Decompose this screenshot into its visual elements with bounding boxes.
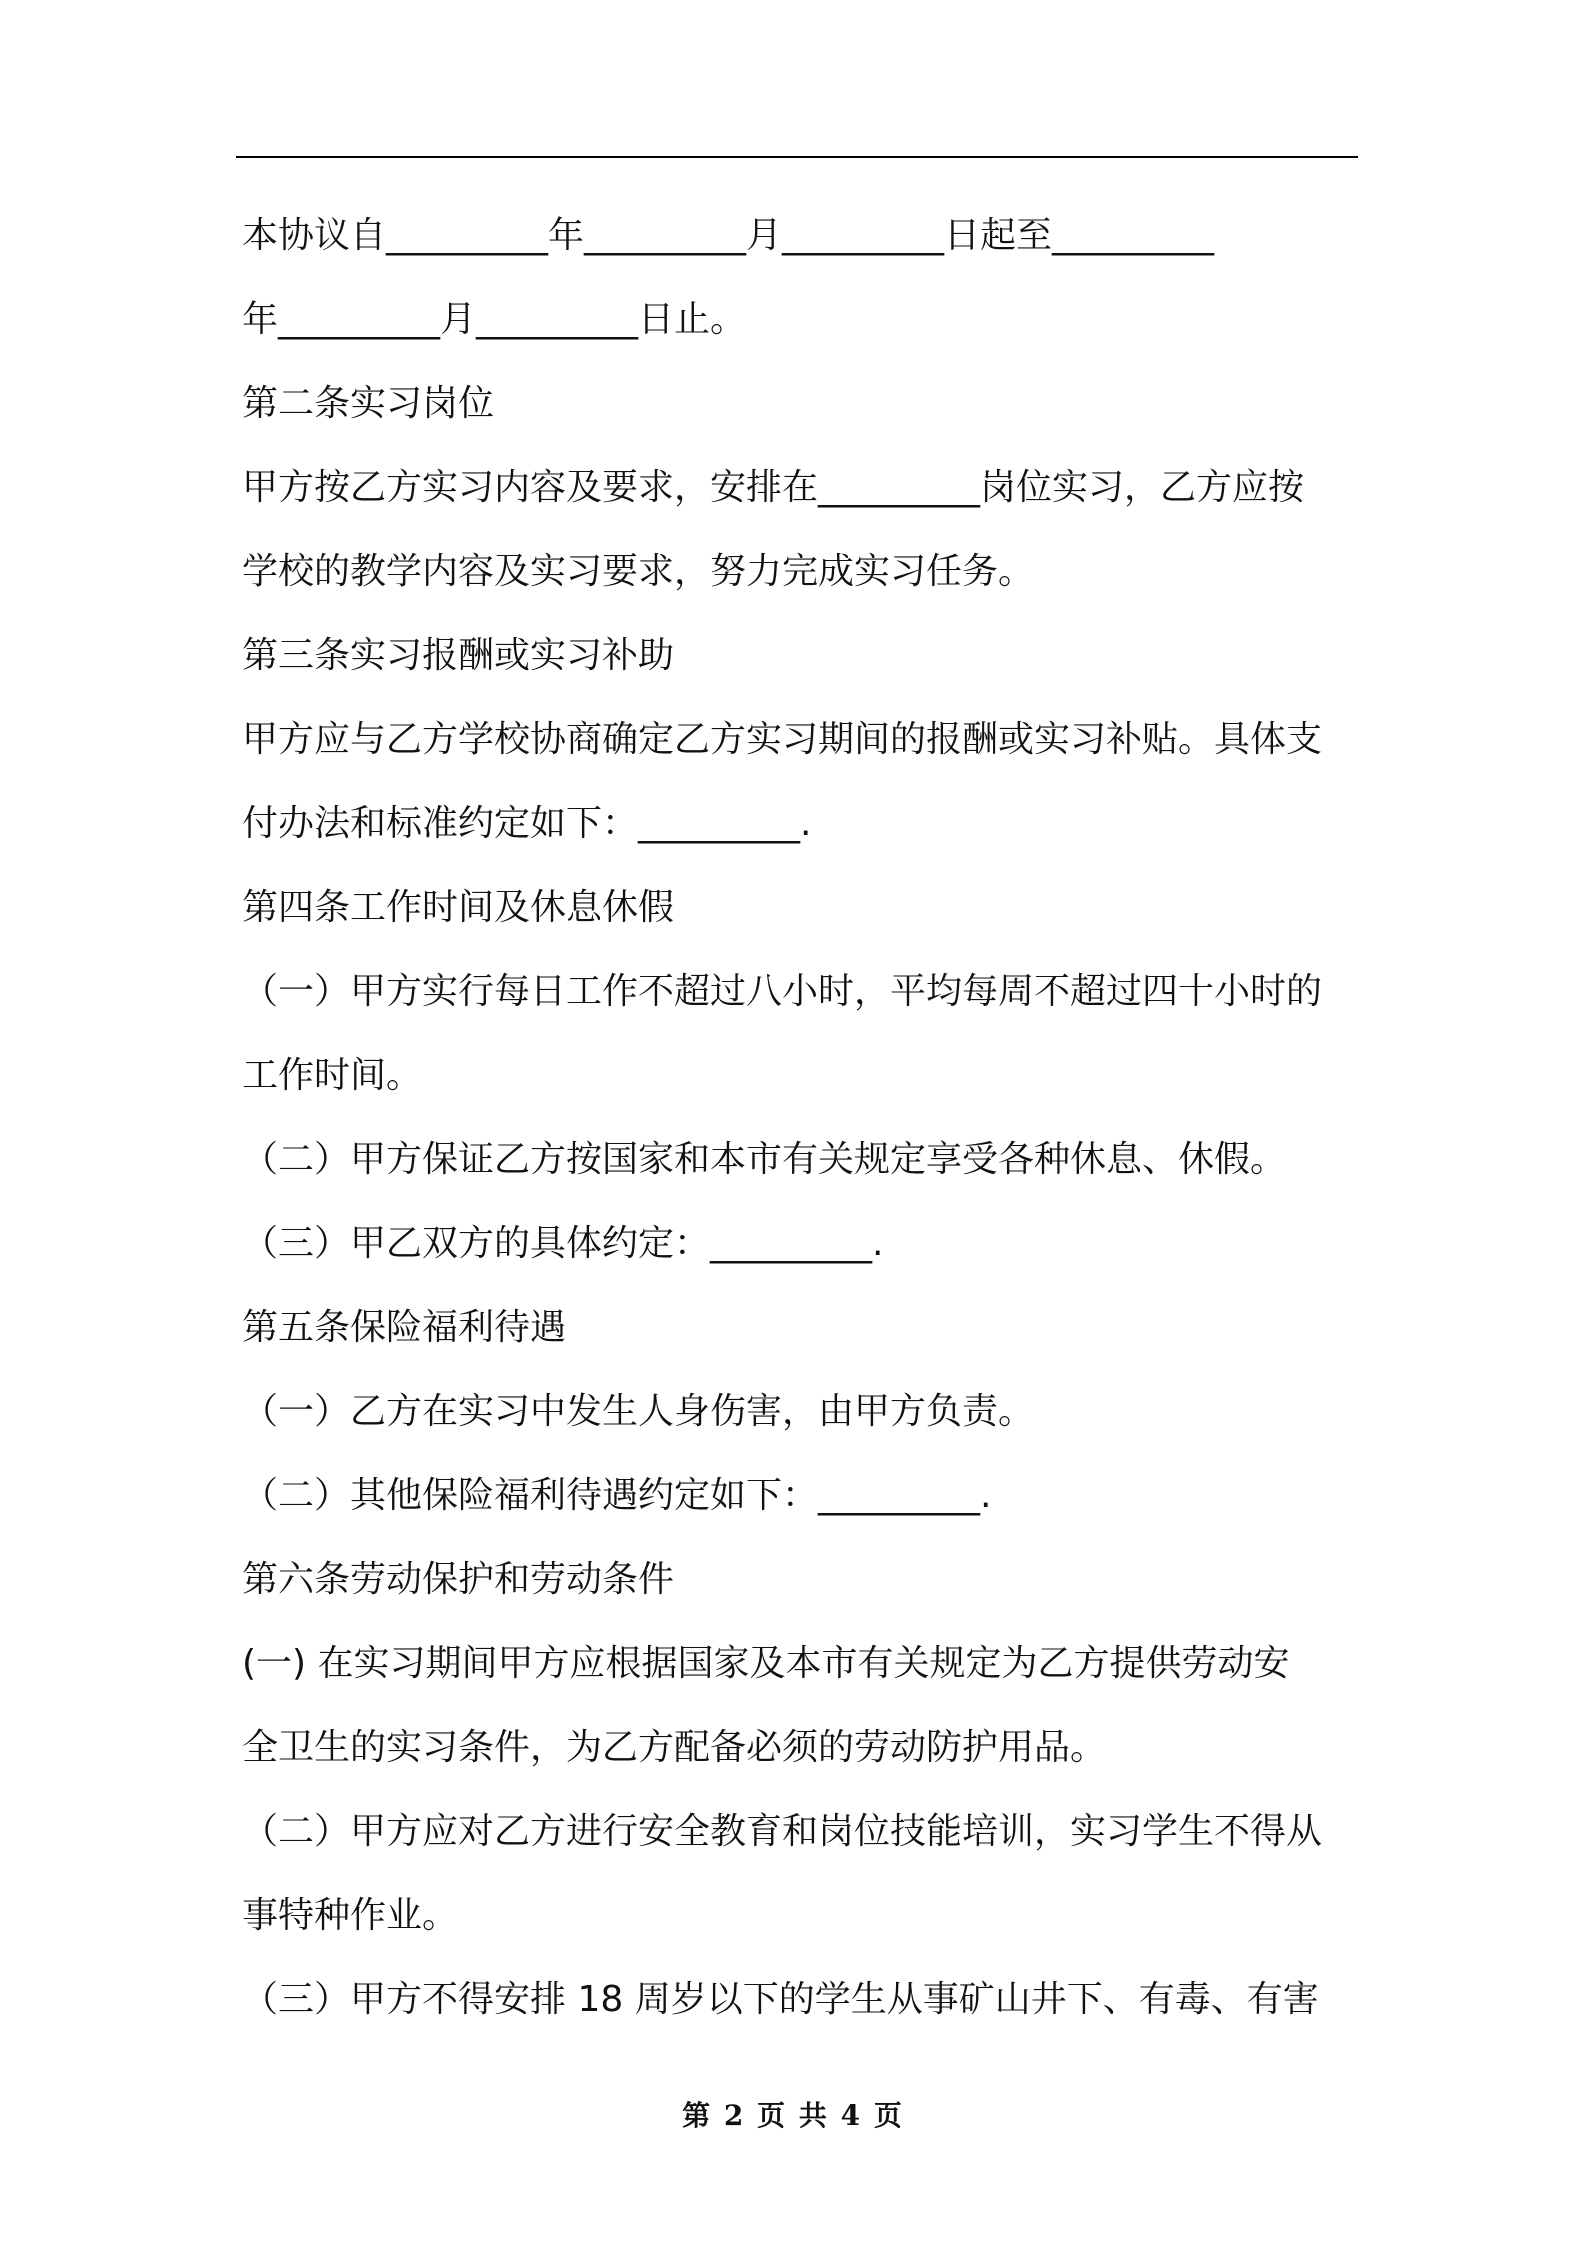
section-heading: 第三条实习报酬或实习补助 — [242, 635, 675, 676]
text-line: （二）甲方保证乙方按国家和本市有关规定享受各种休息、休假。 — [242, 1139, 1287, 1180]
text-line: 年_________月_________日止。 — [242, 299, 747, 340]
text-line: （一）甲方实行每日工作不超过八小时，平均每周不超过四十小时的 — [242, 971, 1323, 1012]
text-line: 事特种作业。 — [242, 1895, 459, 1936]
section-heading: 第五条保险福利待遇 — [242, 1307, 567, 1348]
page-number-footer: 第 2 页 共 4 页 — [682, 2099, 904, 2132]
text-line: （一）乙方在实习中发生人身伤害，由甲方负责。 — [242, 1391, 1035, 1432]
text-line: 学校的教学内容及实习要求，努力完成实习任务。 — [242, 551, 1035, 592]
header-rule — [236, 156, 1358, 158]
text-line: 全卫生的实习条件，为乙方配备必须的劳动防护用品。 — [242, 1727, 1107, 1768]
section-heading: 第六条劳动保护和劳动条件 — [242, 1559, 675, 1600]
text-line: 甲方应与乙方学校协商确定乙方实习期间的报酬或实习补贴。具体支 — [242, 719, 1323, 760]
text-line: （三）甲乙双方的具体约定：_________. — [242, 1223, 884, 1264]
text-line: 付办法和标准约定如下：_________. — [242, 803, 812, 844]
text-line: 本协议自_________年_________月_________日起至_________ — [242, 215, 1215, 256]
text-line: 甲方按乙方实习内容及要求，安排在_________岗位实习，乙方应按 — [242, 467, 1305, 508]
section-heading: 第四条工作时间及休息休假 — [242, 887, 675, 928]
text-line: （三）甲方不得安排 18 周岁以下的学生从事矿山井下、有毒、有害 — [242, 1979, 1319, 2020]
document-body — [242, 194, 1358, 2042]
text-line: （二）其他保险福利待遇约定如下：_________. — [242, 1475, 992, 1516]
text-line: (一) 在实习期间甲方应根据国家及本市有关规定为乙方提供劳动安 — [242, 1643, 1290, 1684]
section-heading: 第二条实习岗位 — [242, 383, 495, 424]
text-line: 工作时间。 — [242, 1055, 423, 1096]
text-line: （二）甲方应对乙方进行安全教育和岗位技能培训，实习学生不得从 — [242, 1811, 1323, 1852]
